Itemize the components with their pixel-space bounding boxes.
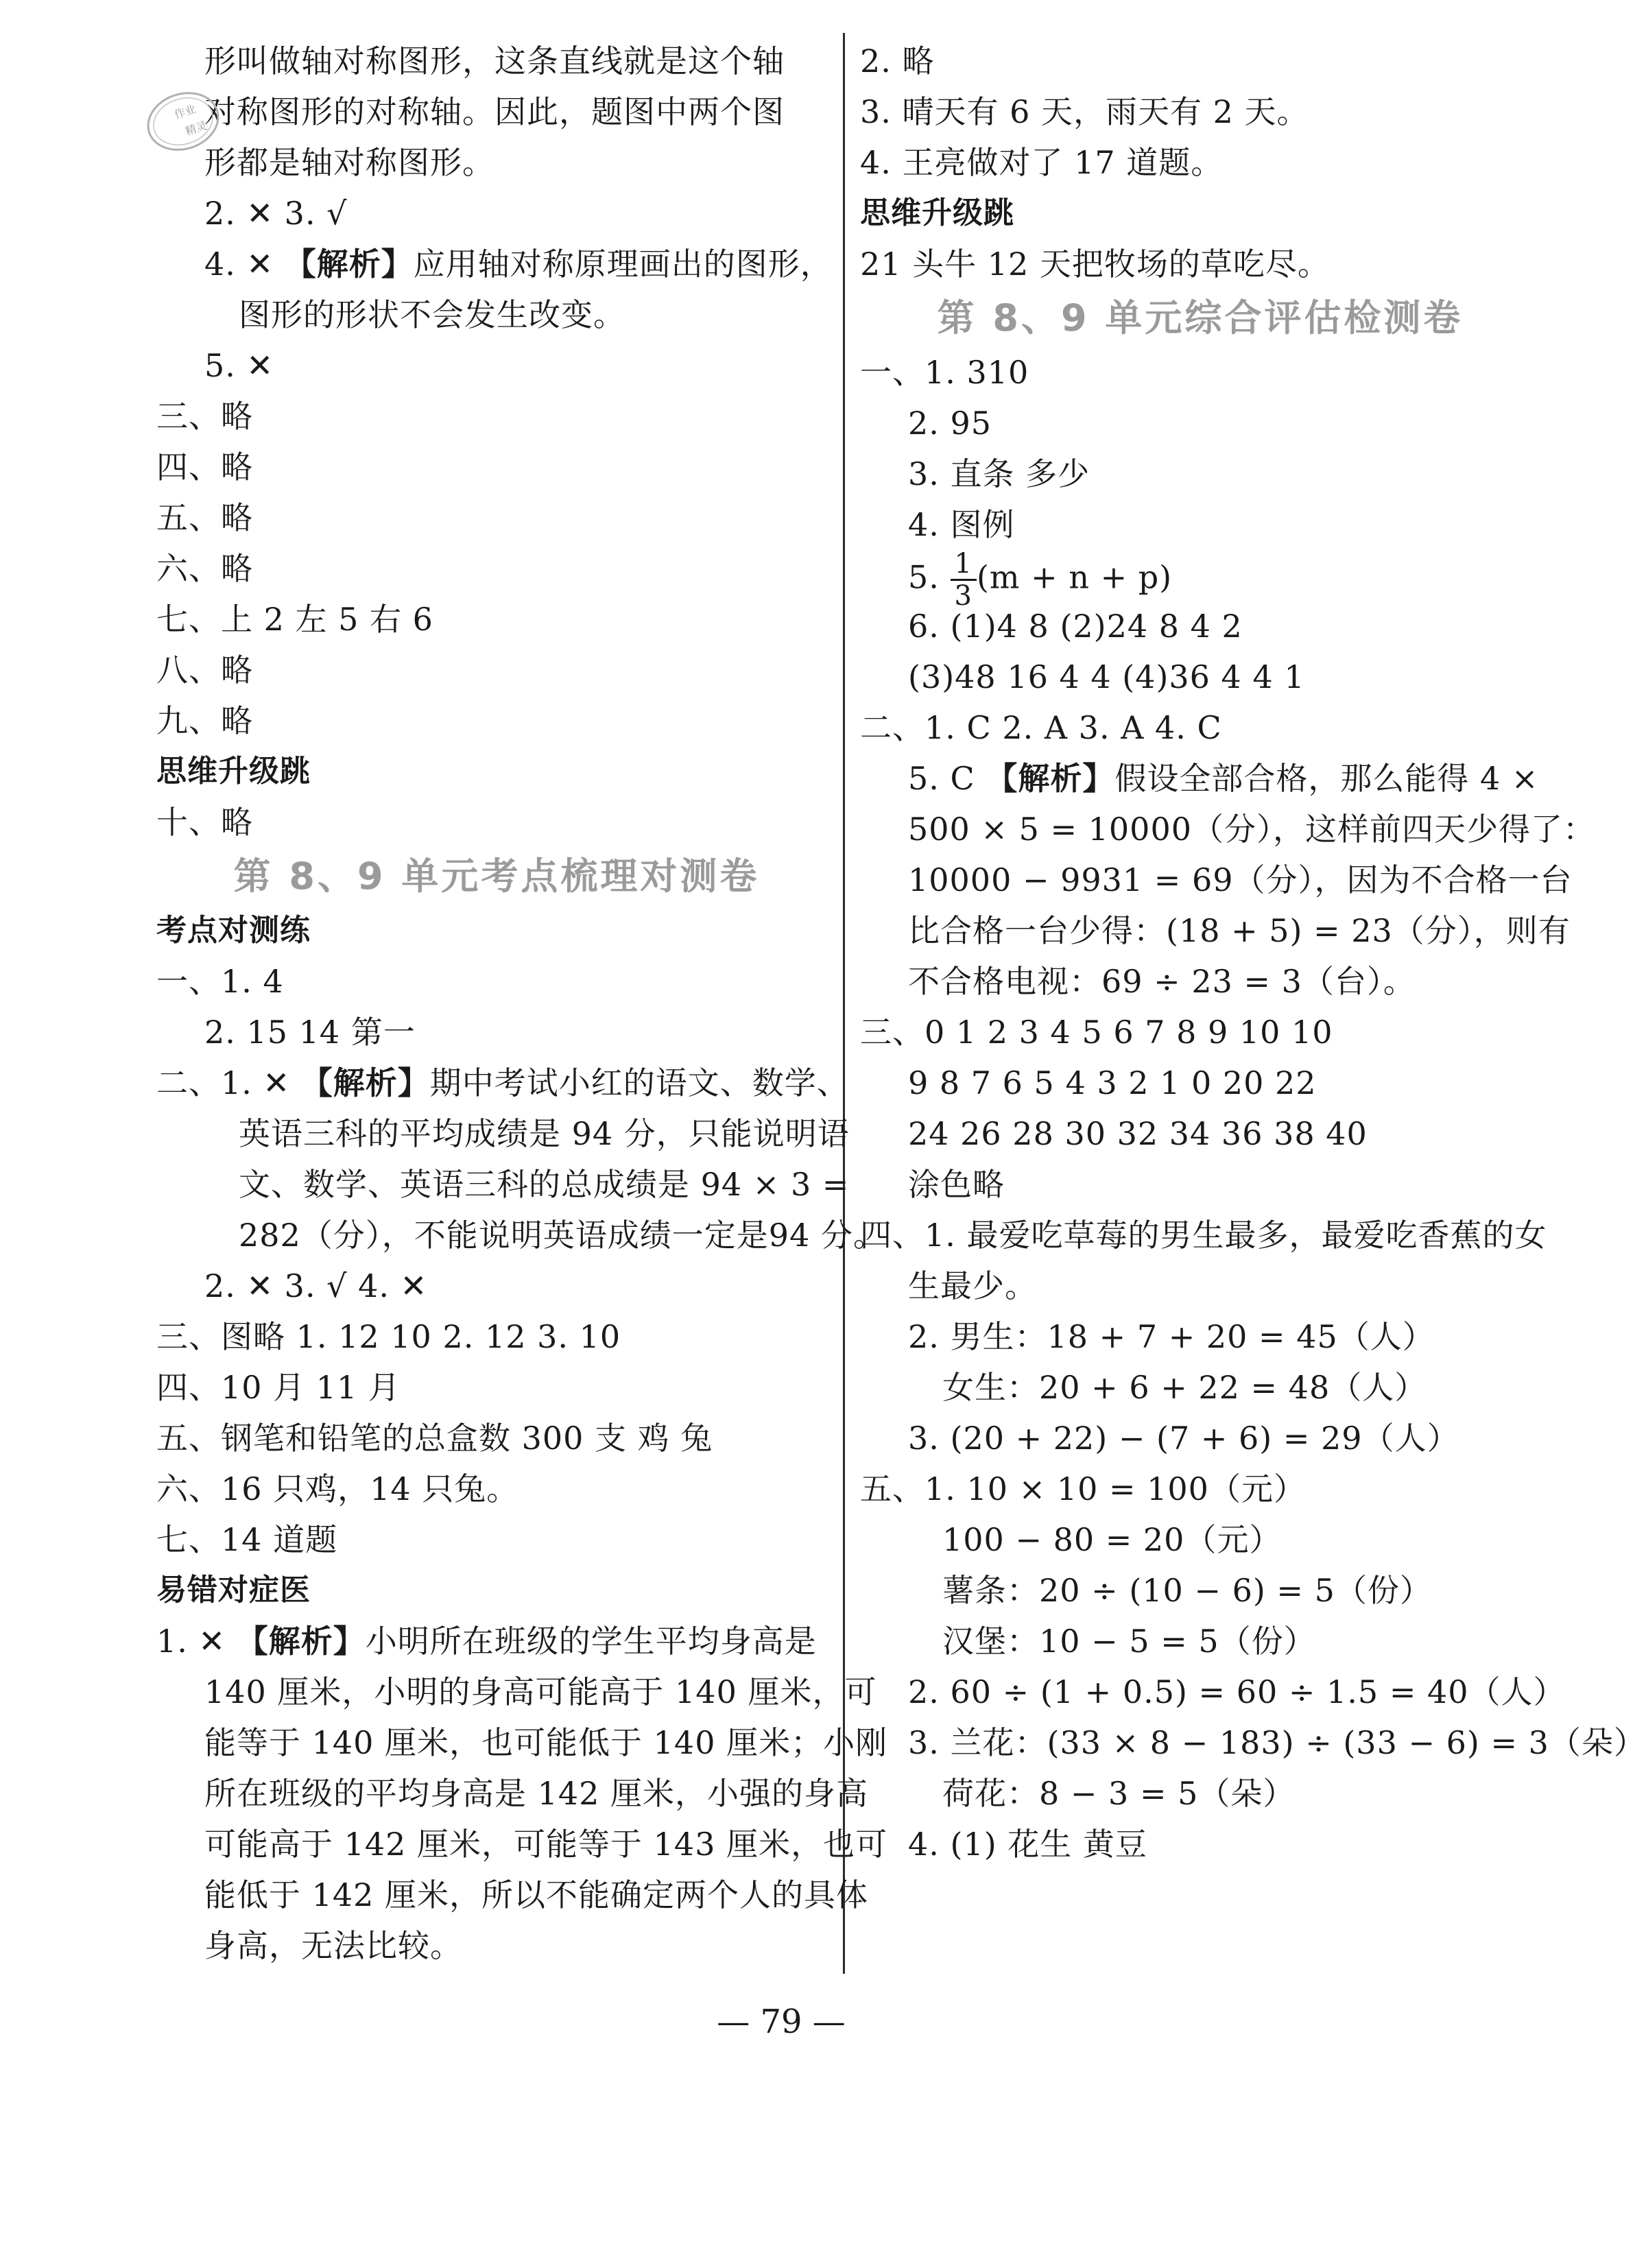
answer-line: 2. 60 ÷ (1 + 0.5) = 60 ÷ 1.5 = 40（人） [908, 1673, 1566, 1710]
answer-text: 小明所在班级的学生平均身高是 [365, 1623, 817, 1660]
answer-line: 所在班级的平均身高是 142 厘米，小强的身高 [204, 1775, 869, 1812]
right-column [860, 36, 1646, 1870]
answer-text: 5. C [908, 760, 986, 797]
answer-line: 五、1. 10 × 10 = 100（元） [860, 1470, 1306, 1507]
section-heading: 思维升级跳 [156, 754, 311, 789]
analysis-label: 【解析】 [300, 1064, 430, 1101]
answer-line: (3)48 16 4 4 (4)36 4 4 1 [908, 658, 1305, 695]
answer-line: 四、1. 最爱吃草莓的男生最多，最爱吃香蕉的女 [860, 1217, 1547, 1254]
answer-line: 可能高于 142 厘米，可能等于 143 厘米，也可 [204, 1826, 888, 1863]
answer-line: 六、略 [156, 550, 253, 587]
answer-line: 形都是轴对称图形。 [204, 144, 494, 181]
answer-line: 汉堡：10 − 5 = 5（份） [942, 1623, 1316, 1660]
answer-line: 500 × 5 = 10000（分），这样前四天少得了： [908, 811, 1595, 848]
answer-line: 四、10 月 11 月 [156, 1369, 401, 1406]
answer-line: 4. (1) 花生 黄豆 [908, 1826, 1147, 1863]
analysis-label: 【解析】 [236, 1623, 366, 1660]
answer-line: 二、1. C 2. A 3. A 4. C [860, 709, 1222, 746]
answer-line: 3. 直条 多少 [908, 455, 1090, 492]
answer-text: 1. ✕ [156, 1623, 237, 1660]
answer-text: (m + n + p) [976, 558, 1173, 596]
answer-line: 英语三科的平均成绩是 94 分，只能说明语 [239, 1115, 850, 1152]
answer-line: 不合格电视：69 ÷ 23 = 3（台）。 [908, 963, 1416, 1000]
section-heading: 易错对症医 [156, 1573, 311, 1608]
answer-line: 2. 男生：18 + 7 + 20 = 45（人） [908, 1318, 1435, 1355]
answer-line: 2. 略 [860, 43, 935, 80]
section-title: 第 8、9 单元考点梳理对测卷 [233, 855, 760, 898]
svg-text:作业: 作业 [172, 102, 198, 121]
answer-line: 282（分），不能说明英语成绩一定是94 分。 [239, 1217, 885, 1254]
answer-line: 一、1. 4 [156, 963, 284, 1000]
answer-line: 140 厘米，小明的身高可能高于 140 厘米，可 [204, 1673, 877, 1710]
answer-line: 24 26 28 30 32 34 36 38 40 [908, 1115, 1368, 1152]
watermark-stamp-icon [143, 81, 224, 162]
answer-line: 3. (20 + 22) − (7 + 6) = 29（人） [908, 1420, 1459, 1457]
section-heading: 思维升级跳 [860, 195, 1014, 230]
answer-line: 五、略 [156, 499, 253, 536]
answer-line: 5. ✕ [204, 347, 274, 384]
answer-line [156, 1616, 837, 1667]
analysis-label: 【解析】 [986, 760, 1115, 797]
answer-line: 3. 兰花：(33 × 8 − 183) ÷ (33 − 6) = 3（朵） [908, 1724, 1646, 1761]
answer-line: 2. ✕ 3. √ [204, 195, 348, 232]
answer-text: 应用轴对称原理画出的图形， [413, 246, 833, 283]
answer-line: 10000 − 9931 = 69（分），因为不合格一台 [908, 861, 1573, 898]
answer-text: 二、1. ✕ [156, 1064, 301, 1101]
answer-line: 文、数学、英语三科的总成绩是 94 × 3 = [239, 1166, 850, 1203]
answer-line: 三、略 [156, 398, 253, 435]
answer-line: 荷花：8 − 3 = 5（朵） [942, 1775, 1296, 1812]
section-heading: 考点对测练 [156, 913, 311, 948]
answer-line: 十、略 [156, 804, 253, 841]
answer-line: 21 头牛 12 天把牧场的草吃尽。 [860, 246, 1330, 283]
svg-text:精灵: 精灵 [183, 119, 209, 139]
answer-line: 比合格一台少得：(18 + 5) = 23（分），则有 [908, 912, 1571, 949]
answer-line: 2. ✕ 3. √ 4. ✕ [204, 1267, 428, 1304]
answer-line: 能等于 140 厘米，也可能低于 140 厘米；小刚 [204, 1724, 888, 1761]
answer-line [860, 753, 1540, 804]
answer-line: 七、上 2 左 5 右 6 [156, 601, 433, 638]
left-column [156, 36, 888, 1971]
answer-line: 6. (1)4 8 (2)24 8 4 2 [908, 608, 1243, 645]
answer-text: 4. ✕ [204, 246, 285, 283]
answer-line: 2. 15 14 第一 [204, 1014, 416, 1051]
answer-text: 假设全部合格，那么能得 4 × [1114, 760, 1539, 797]
page-number: — 79 — [717, 2003, 846, 2041]
section-title: 第 8、9 单元综合评估检测卷 [937, 296, 1464, 339]
answer-line [156, 239, 837, 289]
answer-line: 一、1. 310 [860, 354, 1029, 391]
answer-line: 五、钢笔和铅笔的总盒数 300 支 鸡 兔 [156, 1420, 713, 1457]
answer-line: 4. 图例 [908, 506, 1015, 543]
answer-line: 三、0 1 2 3 4 5 6 7 8 9 10 10 [860, 1014, 1333, 1051]
answer-text: 期中考试小红的语文、数学、 [429, 1064, 849, 1101]
answer-line: 图形的形状不会发生改变。 [239, 296, 625, 333]
answer-line: 七、14 道题 [156, 1521, 338, 1558]
answer-text: 5. [908, 558, 951, 596]
answer-line: 三、图略 1. 12 10 2. 12 3. 10 [156, 1318, 621, 1355]
answer-line: 能低于 142 厘米，所以不能确定两个人的具体 [204, 1876, 869, 1913]
answer-line: 4. 王亮做对了 17 道题。 [860, 144, 1224, 181]
answer-line: 生最少。 [908, 1267, 1037, 1304]
answer-line: 四、略 [156, 449, 253, 486]
answer-line: 对称图形的对称轴。因此，题图中两个图 [204, 93, 785, 130]
answer-line: 身高，无法比较。 [204, 1927, 462, 1964]
answer-line: 女生：20 + 6 + 22 = 48（人） [942, 1369, 1427, 1406]
answer-line: 薯条：20 ÷ (10 − 6) = 5（份） [942, 1572, 1432, 1609]
answer-line: 八、略 [156, 652, 253, 689]
answer-line: 3. 晴天有 6 天，雨天有 2 天。 [860, 93, 1309, 130]
answer-line [860, 548, 1540, 612]
answer-line [156, 1058, 849, 1108]
answer-line: 形叫做轴对称图形，这条直线就是这个轴 [204, 43, 785, 80]
answer-line: 九、略 [156, 702, 253, 739]
answer-line: 100 − 80 = 20（元） [942, 1521, 1282, 1558]
answer-line: 六、16 只鸡，14 只兔。 [156, 1470, 519, 1507]
answer-line: 2. 95 [908, 405, 992, 442]
answer-line: 涂色略 [908, 1166, 1005, 1203]
fraction: $\frac{1}{3}$ [951, 550, 977, 610]
analysis-label: 【解析】 [284, 246, 414, 283]
answer-line: 9 8 7 6 5 4 3 2 1 0 20 22 [908, 1064, 1317, 1101]
